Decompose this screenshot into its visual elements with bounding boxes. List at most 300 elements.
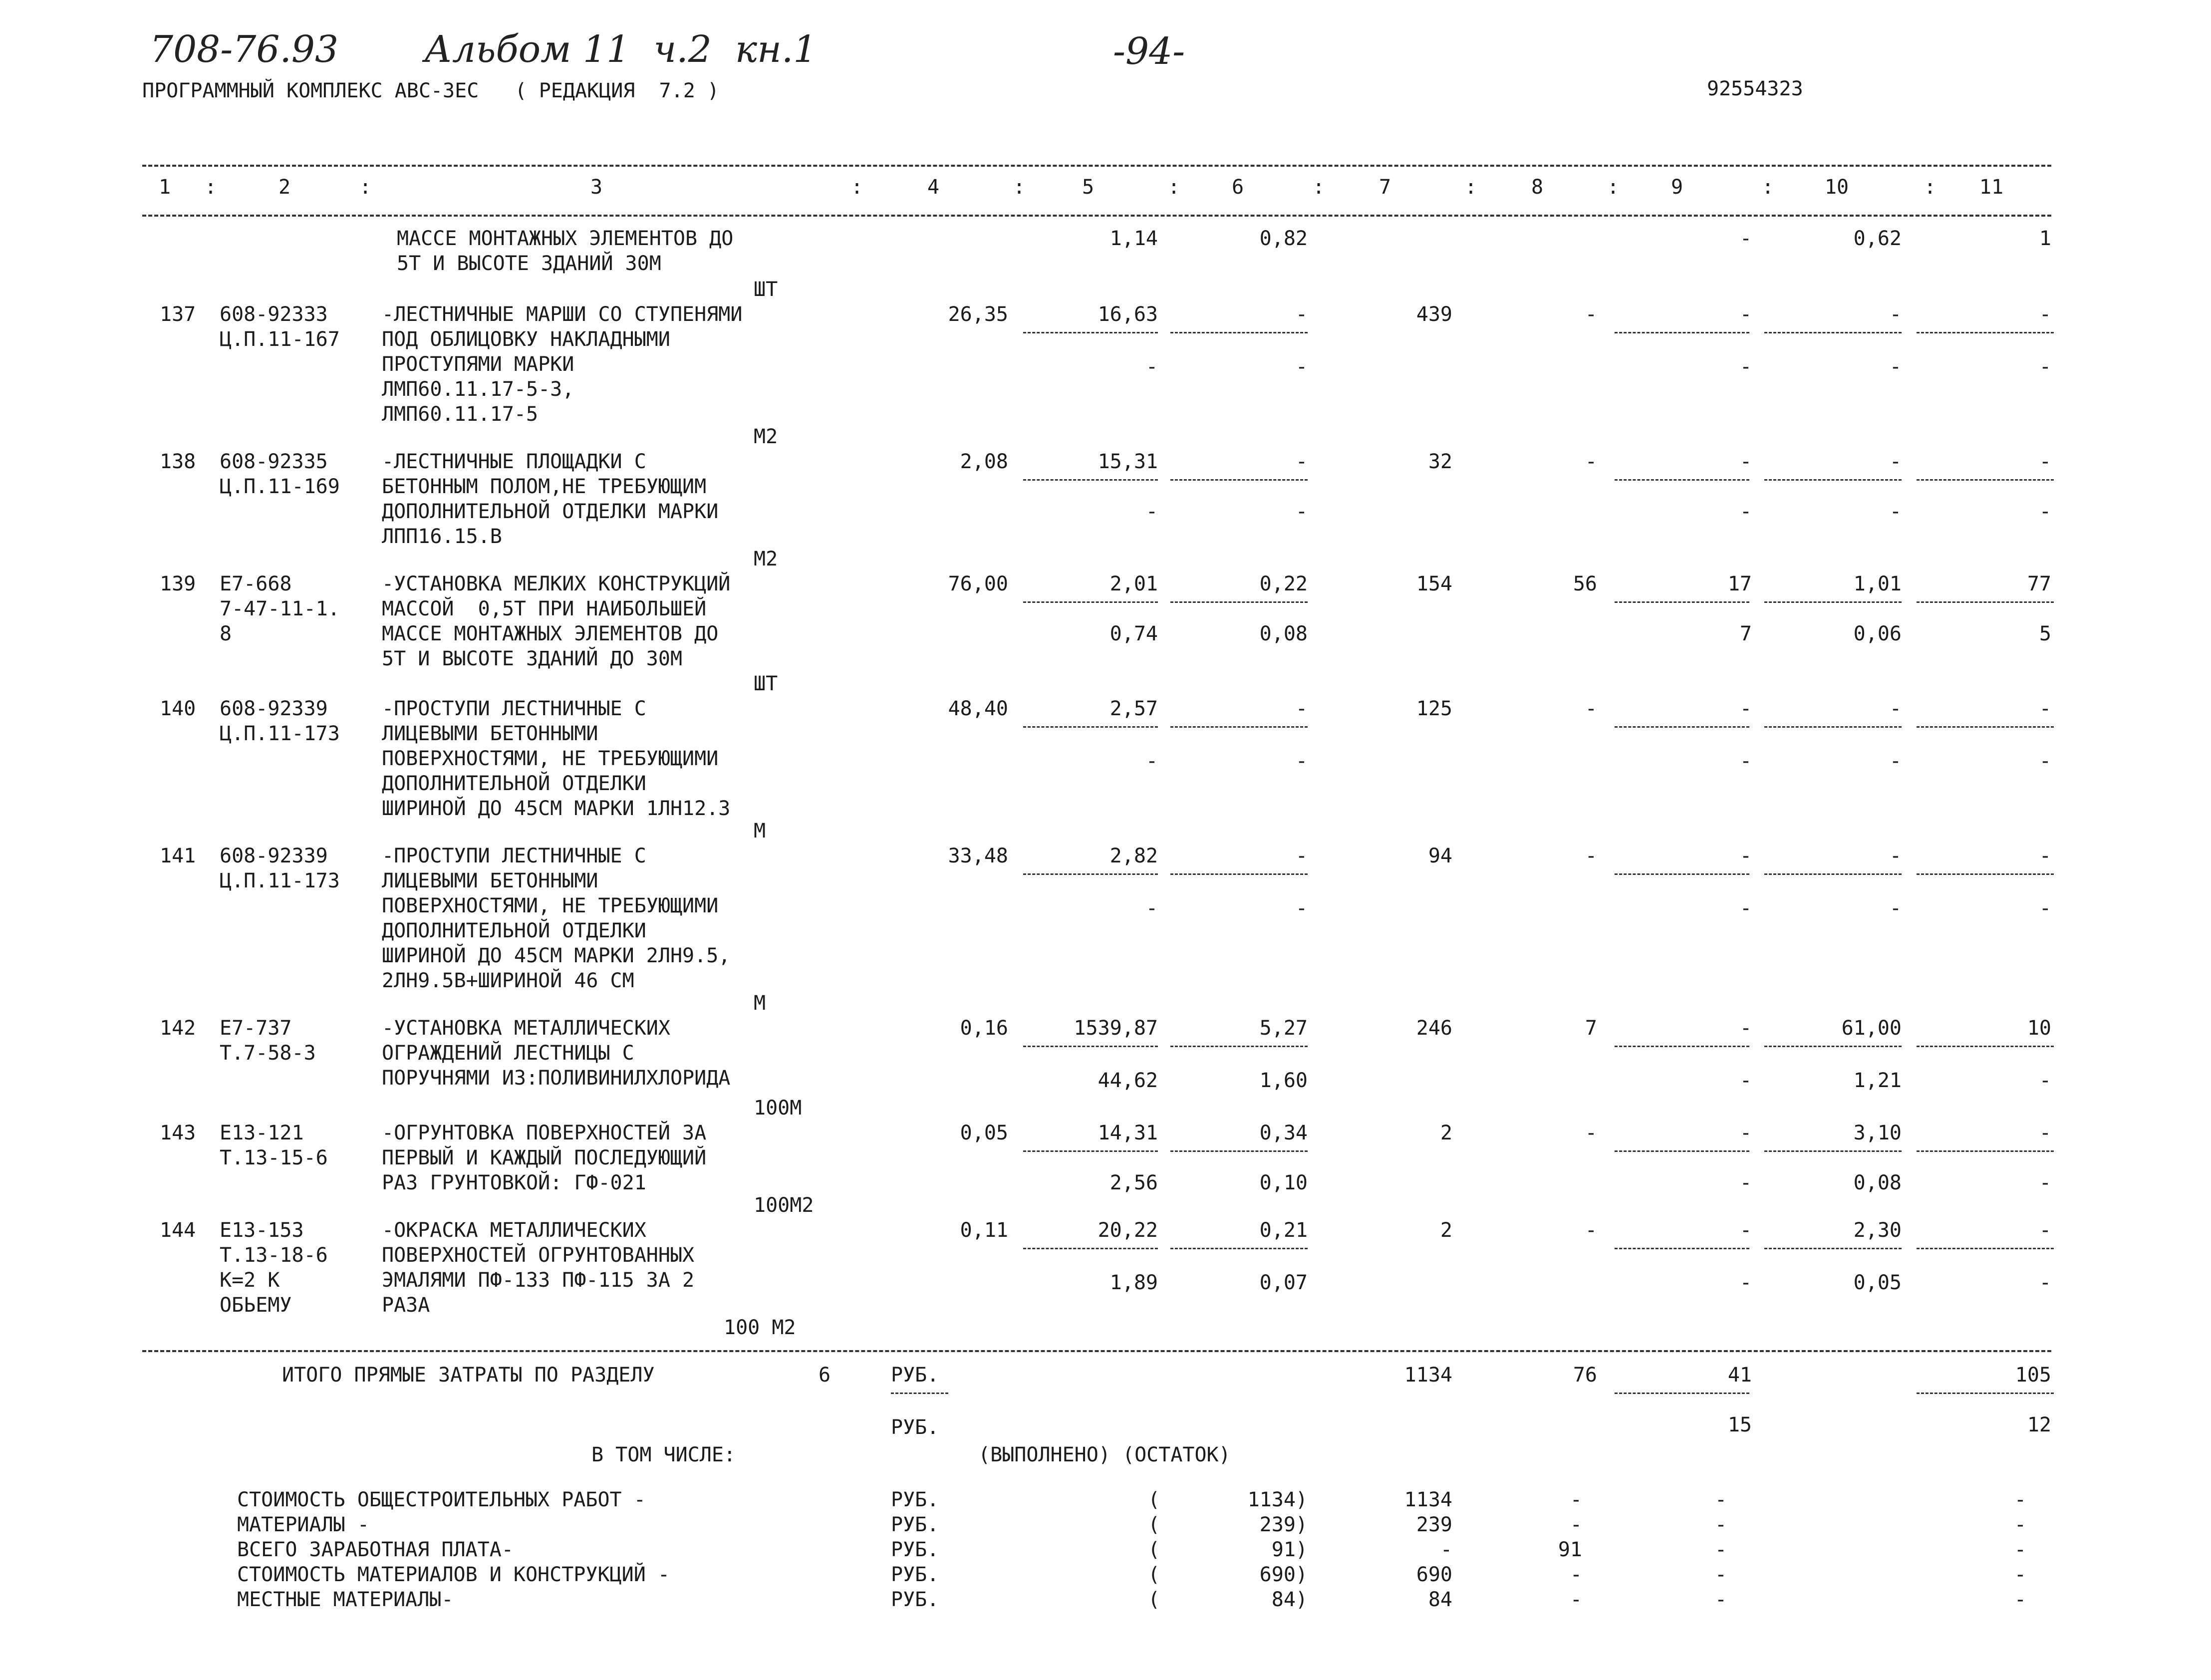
column-separator: : xyxy=(1168,176,1180,199)
cell-c5b: 2,56 xyxy=(1109,1171,1158,1194)
cell-c6: - xyxy=(1295,303,1308,326)
cell-c9b: - xyxy=(1739,1271,1752,1294)
column-separator: : xyxy=(1313,176,1325,199)
breakdown-label: СТОИМОСТЬ ОБЩЕСТРОИТЕЛЬНЫХ РАБОТ - xyxy=(237,1488,646,1511)
cell-c7: 94 xyxy=(1428,844,1452,867)
cell-c11b: - xyxy=(2039,1171,2051,1194)
cell-c8: 7 xyxy=(1585,1017,1597,1040)
breakdown-col8: - xyxy=(1570,1488,1582,1511)
fraction-rule xyxy=(1764,601,1902,603)
fraction-rule xyxy=(1917,601,2054,603)
fraction-rule xyxy=(1615,1046,1749,1047)
fraction-rule xyxy=(1615,332,1749,333)
description-line: ПОД ОБЛИЦОВКУ НАКЛАДНЫМИ xyxy=(382,328,670,351)
cell-c10: - xyxy=(1889,697,1902,720)
column-number-1: 1 xyxy=(158,176,171,199)
cell-c7: 246 xyxy=(1416,1017,1452,1040)
cell-c10b: 0,06 xyxy=(1853,622,1902,645)
column-separator: : xyxy=(359,176,372,199)
cell-c5: 2,82 xyxy=(1109,844,1158,867)
unit-label: 100М2 xyxy=(754,1194,814,1217)
description-line: РАЗА xyxy=(382,1294,430,1317)
breakdown-col9: - xyxy=(1714,1588,1727,1611)
fraction-rule xyxy=(1917,1150,2054,1152)
description-line: 5Т И ВЫСОТЕ ЗДАНИЙ 30М xyxy=(397,252,661,275)
cell-c8: - xyxy=(1585,844,1597,867)
cell-c9b: - xyxy=(1739,1171,1752,1194)
unit-label: 100 М2 xyxy=(724,1316,796,1339)
description-line: МАССЕ МОНТАЖНЫХ ЭЛЕМЕНТОВ ДО xyxy=(397,227,734,250)
totals-col9b: 15 xyxy=(1727,1413,1752,1436)
cell-c4: 0,11 xyxy=(960,1219,1008,1242)
cell-c10: - xyxy=(1889,844,1902,867)
cell-c5: 16,63 xyxy=(1098,303,1158,326)
description-line: ЛМП60.11.17-5 xyxy=(382,403,539,426)
cell-col6: 0,82 xyxy=(1259,227,1308,250)
cell-c4: 2,08 xyxy=(960,450,1008,473)
breakdown-col7: 84 xyxy=(1428,1588,1452,1611)
paren-open: ( xyxy=(1148,1538,1160,1561)
totals-col11: 105 xyxy=(2015,1364,2051,1387)
column-number-5: 5 xyxy=(1082,176,1095,199)
description-line: -ЛЕСТНИЧНЫЕ ПЛОЩАДКИ С xyxy=(382,450,646,473)
unit-label: М xyxy=(754,820,766,842)
cell-c11: - xyxy=(2039,1121,2051,1144)
cell-c11: 10 xyxy=(2027,1017,2051,1040)
fraction-rule xyxy=(1615,601,1749,603)
cell-c11: 77 xyxy=(2027,572,2051,595)
handwritten-page-number: -94- xyxy=(1113,30,1185,73)
currency-label: РУБ. xyxy=(891,1513,939,1536)
fraction-rule xyxy=(1917,332,2054,333)
cell-c10: 3,10 xyxy=(1853,1121,1902,1144)
row-code: 608-92339 xyxy=(220,844,328,867)
row-code: Ц.П.11-173 xyxy=(220,722,340,745)
document-number: 92554323 xyxy=(1707,77,1803,100)
column-number-9: 9 xyxy=(1670,176,1683,199)
fraction-rule xyxy=(1170,601,1308,603)
cell-c6: - xyxy=(1295,844,1308,867)
cell-c4: 33,48 xyxy=(948,844,1008,867)
cell-c6b: - xyxy=(1295,897,1308,920)
cell-c9b: - xyxy=(1739,355,1752,378)
fraction-rule xyxy=(1764,1248,1902,1249)
cell-c8: - xyxy=(1585,1121,1597,1144)
cell-c10b: 0,08 xyxy=(1853,1171,1902,1194)
fraction-rule xyxy=(1170,1150,1308,1152)
column-number-7: 7 xyxy=(1379,176,1391,199)
fraction-rule xyxy=(1615,479,1749,481)
fraction-rule xyxy=(1917,1393,2054,1394)
row-code: Т.13-15-6 xyxy=(220,1146,328,1169)
row-number: 138 xyxy=(160,450,196,473)
cell-c11b: - xyxy=(2039,750,2051,773)
cell-c10: - xyxy=(1889,450,1902,473)
cell-c4: 0,05 xyxy=(960,1121,1008,1144)
breakdown-value: 84) xyxy=(1271,1588,1308,1611)
cell-c6: 0,22 xyxy=(1259,572,1308,595)
cell-c10b: - xyxy=(1889,355,1902,378)
currency-label: РУБ. xyxy=(891,1563,939,1586)
cell-c11: - xyxy=(2039,697,2051,720)
cell-c10b: - xyxy=(1889,897,1902,920)
cell-c11b: - xyxy=(2039,500,2051,523)
fraction-rule xyxy=(1170,1248,1308,1249)
unit-label: М2 xyxy=(754,425,778,448)
description-line: -УСТАНОВКА МЕЛКИХ КОНСТРУКЦИЙ xyxy=(382,572,731,595)
cell-c11b: - xyxy=(2039,1271,2051,1294)
row-code: Т.13-18-6 xyxy=(220,1244,328,1267)
fraction-rule xyxy=(1764,479,1902,481)
fraction-rule xyxy=(1764,1046,1902,1047)
column-number-8: 8 xyxy=(1531,176,1544,199)
fraction-rule xyxy=(1615,1150,1749,1152)
unit-label: 100М xyxy=(754,1097,802,1120)
breakdown-col9: - xyxy=(1714,1488,1727,1511)
column-number-3: 3 xyxy=(590,176,603,199)
description-line: ПОВЕРХНОСТЕЙ ОГРУНТОВАННЫХ xyxy=(382,1244,695,1267)
fraction-rule xyxy=(1917,1248,2054,1249)
cell-c5: 14,31 xyxy=(1098,1121,1158,1144)
cell-c7: 125 xyxy=(1416,697,1452,720)
description-line: МАССОЙ 0,5Т ПРИ НАИБОЛЬШЕЙ xyxy=(382,597,707,620)
cell-c10b: 0,05 xyxy=(1853,1271,1902,1294)
including-label: В ТОМ ЧИСЛЕ: xyxy=(591,1443,736,1466)
fraction-rule xyxy=(1764,1150,1902,1152)
paren-open: ( xyxy=(1148,1563,1160,1586)
cell-c8: - xyxy=(1585,303,1597,326)
row-code: ОБЬЕМУ xyxy=(220,1294,292,1317)
cell-c9: - xyxy=(1739,450,1752,473)
cell-c10b: - xyxy=(1889,750,1902,773)
row-code: Т.7-58-3 xyxy=(220,1042,316,1065)
cell-c6b: 0,08 xyxy=(1259,622,1308,645)
totals-col7: 1134 xyxy=(1404,1364,1452,1387)
cell-c6b: - xyxy=(1295,750,1308,773)
description-line: -ОГРУНТОВКА ПОВЕРХНОСТЕЙ ЗА xyxy=(382,1121,707,1144)
cell-c7: 2 xyxy=(1440,1219,1452,1242)
paren-open: ( xyxy=(1148,1513,1160,1536)
description-line: РАЗ ГРУНТОВКОЙ: ГФ-021 xyxy=(382,1171,646,1194)
program-title: ПРОГРАММНЫЙ КОМПЛЕКС АВС-3ЕС ( РЕДАКЦИЯ 7.2 ) xyxy=(142,79,719,102)
cell-c5b: 1,89 xyxy=(1109,1271,1158,1294)
row-number: 142 xyxy=(160,1017,196,1040)
description-line: ОГРАЖДЕНИЙ ЛЕСТНИЦЫ С xyxy=(382,1042,634,1065)
column-separator: : xyxy=(1607,176,1620,199)
description-line: ПОВЕРХНОСТЯМИ, НЕ ТРЕБУЮЩИМИ xyxy=(382,894,719,917)
cell-col5: 1,14 xyxy=(1109,227,1158,250)
column-number-10: 10 xyxy=(1824,176,1849,199)
breakdown-col8: - xyxy=(1570,1563,1582,1586)
description-line: ПОРУЧНЯМИ ИЗ:ПОЛИВИНИЛХЛОРИДА xyxy=(382,1067,731,1090)
cell-c6b: 0,07 xyxy=(1259,1271,1308,1294)
currency-label: РУБ. xyxy=(891,1364,939,1387)
cell-c11b: - xyxy=(2039,355,2051,378)
cell-c11b: - xyxy=(2039,1069,2051,1092)
cell-c5b: - xyxy=(1145,355,1158,378)
breakdown-col11: - xyxy=(2014,1538,2026,1561)
cell-c6: - xyxy=(1295,697,1308,720)
totals-col9: 41 xyxy=(1727,1364,1752,1387)
description-line: -ОКРАСКА МЕТАЛЛИЧЕСКИХ xyxy=(382,1219,646,1242)
totals-col8: 76 xyxy=(1573,1364,1597,1387)
cell-c9: - xyxy=(1739,303,1752,326)
fraction-rule xyxy=(1764,332,1902,333)
cell-c7: 154 xyxy=(1416,572,1452,595)
breakdown-value: 91) xyxy=(1271,1538,1308,1561)
cell-c5b: 44,62 xyxy=(1098,1069,1158,1092)
cell-c9b: 7 xyxy=(1739,622,1752,645)
row-code: Е7-668 xyxy=(220,572,292,595)
column-separator: : xyxy=(1013,176,1026,199)
cell-c5b: 0,74 xyxy=(1109,622,1158,645)
column-separator: : xyxy=(851,176,863,199)
totals-section: 6 xyxy=(819,1364,831,1387)
fraction-rule xyxy=(1615,1248,1749,1249)
cell-c11: - xyxy=(2039,450,2051,473)
cell-c6: 0,21 xyxy=(1259,1219,1308,1242)
column-separator: : xyxy=(205,176,217,199)
fraction-rule xyxy=(1615,726,1749,728)
cell-col11: 1 xyxy=(2039,227,2051,250)
totals-col11b: 12 xyxy=(2027,1413,2051,1436)
row-code: Е13-153 xyxy=(220,1219,304,1242)
description-line: ПЕРВЫЙ И КАЖДЫЙ ПОСЛЕДУЮЩИЙ xyxy=(382,1146,707,1169)
breakdown-col9: - xyxy=(1714,1538,1727,1561)
cell-c11b: - xyxy=(2039,897,2051,920)
top-rule xyxy=(142,165,2051,167)
description-line: ДОПОЛНИТЕЛЬНОЙ ОТДЕЛКИ xyxy=(382,772,646,795)
breakdown-col11: - xyxy=(2014,1563,2026,1586)
breakdown-col8: - xyxy=(1570,1513,1582,1536)
cell-c6b: - xyxy=(1295,500,1308,523)
cell-c6b: 1,60 xyxy=(1259,1069,1308,1092)
cell-c9: - xyxy=(1739,844,1752,867)
breakdown-value: 1134) xyxy=(1247,1488,1308,1511)
cell-c5: 2,01 xyxy=(1109,572,1158,595)
description-line: ШИРИНОЙ ДО 45СМ МАРКИ 1ЛН12.3 xyxy=(382,797,731,820)
breakdown-col7: 239 xyxy=(1416,1513,1452,1536)
fraction-rule xyxy=(1170,873,1308,875)
unit-label: ШТ xyxy=(754,672,778,695)
row-number: 137 xyxy=(160,303,196,326)
row-code: Е7-737 xyxy=(220,1017,292,1040)
fraction-rule xyxy=(1170,1046,1308,1047)
cell-c4: 76,00 xyxy=(948,572,1008,595)
paren-open: ( xyxy=(1148,1488,1160,1511)
fraction-rule xyxy=(1917,726,2054,728)
row-number: 140 xyxy=(160,697,196,720)
cell-c6b: 0,10 xyxy=(1259,1171,1308,1194)
breakdown-label: ВСЕГО ЗАРАБОТНАЯ ПЛАТА- xyxy=(237,1538,514,1561)
cell-c11: - xyxy=(2039,1219,2051,1242)
cell-c6: 5,27 xyxy=(1259,1017,1308,1040)
fraction-rule xyxy=(1023,873,1158,875)
cell-c6b: - xyxy=(1295,355,1308,378)
description-line: -ЛЕСТНИЧНЫЕ МАРШИ СО СТУПЕНЯМИ xyxy=(382,303,743,326)
breakdown-label: МЕСТНЫЕ МАТЕРИАЛЫ- xyxy=(237,1588,454,1611)
breakdown-value: 239) xyxy=(1259,1513,1308,1536)
done-rest-label: (ВЫПОЛНЕНО) (ОСТАТОК) xyxy=(978,1443,1231,1466)
breakdown-label: СТОИМОСТЬ МАТЕРИАЛОВ И КОНСТРУКЦИЙ - xyxy=(237,1563,670,1586)
currency-rule xyxy=(891,1393,948,1394)
row-code: 7-47-11-1. xyxy=(220,597,340,620)
column-separator: : xyxy=(1924,176,1936,199)
fraction-rule xyxy=(1764,726,1902,728)
column-separator: : xyxy=(1465,176,1477,199)
description-line: ЛМП60.11.17-5-3, xyxy=(382,378,574,401)
cell-c4: 0,16 xyxy=(960,1017,1008,1040)
breakdown-col8: - xyxy=(1570,1588,1582,1611)
breakdown-col11: - xyxy=(2014,1513,2026,1536)
fraction-rule xyxy=(1023,726,1158,728)
cell-c7: 32 xyxy=(1428,450,1452,473)
column-separator: : xyxy=(1762,176,1774,199)
description-line: ЛИЦЕВЫМИ БЕТОННЫМИ xyxy=(382,869,598,892)
description-line: -ПРОСТУПИ ЛЕСТНИЧНЫЕ С xyxy=(382,697,646,720)
currency-label: РУБ. xyxy=(891,1416,939,1439)
totals-label: ИТОГО ПРЯМЫЕ ЗАТРАТЫ ПО РАЗДЕЛУ xyxy=(282,1364,655,1387)
fraction-rule xyxy=(1023,601,1158,603)
row-number: 144 xyxy=(160,1219,196,1242)
fraction-rule xyxy=(1917,873,2054,875)
currency-label: РУБ. xyxy=(891,1588,939,1611)
cell-c7: 2 xyxy=(1440,1121,1452,1144)
fraction-rule xyxy=(1764,873,1902,875)
cell-c10: 61,00 xyxy=(1841,1017,1902,1040)
unit-label: М xyxy=(754,992,766,1015)
cell-c10: 2,30 xyxy=(1853,1219,1902,1242)
cell-c8: - xyxy=(1585,1219,1597,1242)
cell-c5: 20,22 xyxy=(1098,1219,1158,1242)
row-code: 608-92333 xyxy=(220,303,328,326)
cell-c8: - xyxy=(1585,450,1597,473)
breakdown-col11: - xyxy=(2014,1488,2026,1511)
handwritten-code: 708-76.93 xyxy=(150,28,339,71)
fraction-rule xyxy=(1917,479,2054,481)
handwritten-album: Альбом 11 ч.2 кн.1 xyxy=(424,28,817,71)
row-code: 8 xyxy=(220,622,232,645)
column-number-6: 6 xyxy=(1231,176,1244,199)
breakdown-value: 690) xyxy=(1259,1563,1308,1586)
cell-c9: 17 xyxy=(1727,572,1752,595)
fraction-rule xyxy=(1023,1150,1158,1152)
cell-c9: - xyxy=(1739,1219,1752,1242)
fraction-rule xyxy=(1917,1046,2054,1047)
currency-label: РУБ. xyxy=(891,1488,939,1511)
cell-c9b: - xyxy=(1739,500,1752,523)
row-number: 139 xyxy=(160,572,196,595)
unit-label: М2 xyxy=(754,548,778,570)
fraction-rule xyxy=(1170,726,1308,728)
unit-label: ШТ xyxy=(754,278,778,301)
row-code: К=2 К xyxy=(220,1269,280,1292)
row-code: 608-92335 xyxy=(220,450,328,473)
description-line: МАССЕ МОНТАЖНЫХ ЭЛЕМЕНТОВ ДО xyxy=(382,622,719,645)
cell-c9b: - xyxy=(1739,1069,1752,1092)
cell-c9: - xyxy=(1739,1017,1752,1040)
cell-c4: 26,35 xyxy=(948,303,1008,326)
cell-c10b: 1,21 xyxy=(1853,1069,1902,1092)
description-line: ДОПОЛНИТЕЛЬНОЙ ОТДЕЛКИ xyxy=(382,919,646,942)
breakdown-col7: - xyxy=(1440,1538,1452,1561)
cell-c9b: - xyxy=(1739,750,1752,773)
fraction-rule xyxy=(1615,873,1749,875)
cell-c5: 2,57 xyxy=(1109,697,1158,720)
breakdown-col7: 690 xyxy=(1416,1563,1452,1586)
row-number: 141 xyxy=(160,844,196,867)
cell-c5b: - xyxy=(1145,750,1158,773)
cell-c5b: - xyxy=(1145,897,1158,920)
cell-c11: - xyxy=(2039,844,2051,867)
description-line: 2ЛН9.5В+ШИРИНОЙ 46 СМ xyxy=(382,969,634,992)
description-line: БЕТОННЫМ ПОЛОМ,НЕ ТРЕБУЮЩИМ xyxy=(382,475,707,498)
cell-c6: - xyxy=(1295,450,1308,473)
header-rule xyxy=(142,215,2051,217)
description-line: ПРОСТУПЯМИ МАРКИ xyxy=(382,353,574,376)
cell-c4: 48,40 xyxy=(948,697,1008,720)
cell-c9b: - xyxy=(1739,897,1752,920)
cell-c8: - xyxy=(1585,697,1597,720)
breakdown-col7: 1134 xyxy=(1404,1488,1452,1511)
breakdown-col11: - xyxy=(2014,1588,2026,1611)
cell-c11: - xyxy=(2039,303,2051,326)
cell-c6: 0,34 xyxy=(1259,1121,1308,1144)
fraction-rule xyxy=(1023,1046,1158,1047)
currency-label: РУБ. xyxy=(891,1538,939,1561)
fraction-rule xyxy=(1023,332,1158,333)
cell-c9: - xyxy=(1739,1121,1752,1144)
fraction-rule xyxy=(1170,479,1308,481)
description-line: -УСТАНОВКА МЕТАЛЛИЧЕСКИХ xyxy=(382,1017,670,1040)
cell-c8: 56 xyxy=(1573,572,1597,595)
cell-c7: 439 xyxy=(1416,303,1452,326)
column-number-11: 11 xyxy=(1979,176,2004,199)
description-line: ДОПОЛНИТЕЛЬНОЙ ОТДЕЛКИ МАРКИ xyxy=(382,500,719,523)
row-code: Е13-121 xyxy=(220,1121,304,1144)
cell-c5: 1539,87 xyxy=(1074,1017,1158,1040)
description-line: -ПРОСТУПИ ЛЕСТНИЧНЫЕ С xyxy=(382,844,646,867)
cell-c10b: - xyxy=(1889,500,1902,523)
row-code: Ц.П.11-173 xyxy=(220,869,340,892)
row-number: 143 xyxy=(160,1121,196,1144)
cell-c9: - xyxy=(1739,697,1752,720)
cell-c10: 1,01 xyxy=(1853,572,1902,595)
fraction-rule xyxy=(1170,332,1308,333)
description-line: ЛПП16.15.В xyxy=(382,525,502,548)
cell-c11b: 5 xyxy=(2039,622,2051,645)
cell-col10: 0,62 xyxy=(1853,227,1902,250)
totals-rule xyxy=(142,1350,2051,1352)
cell-c5: 15,31 xyxy=(1098,450,1158,473)
cell-c5b: - xyxy=(1145,500,1158,523)
cell-col9: - xyxy=(1739,227,1752,250)
breakdown-col9: - xyxy=(1714,1563,1727,1586)
row-code: 608-92339 xyxy=(220,697,328,720)
breakdown-col8: 91 xyxy=(1558,1538,1582,1561)
row-code: Ц.П.11-167 xyxy=(220,328,340,351)
column-number-2: 2 xyxy=(278,176,291,199)
description-line: ШИРИНОЙ ДО 45СМ МАРКИ 2ЛН9.5, xyxy=(382,944,731,967)
fraction-rule xyxy=(1615,1393,1749,1394)
row-code: Ц.П.11-169 xyxy=(220,475,340,498)
breakdown-col9: - xyxy=(1714,1513,1727,1536)
fraction-rule xyxy=(1023,479,1158,481)
description-line: ЭМАЛЯМИ ПФ-133 ПФ-115 ЗА 2 xyxy=(382,1269,695,1292)
column-number-4: 4 xyxy=(927,176,940,199)
fraction-rule xyxy=(1023,1248,1158,1249)
description-line: ПОВЕРХНОСТЯМИ, НЕ ТРЕБУЮЩИМИ xyxy=(382,747,719,770)
